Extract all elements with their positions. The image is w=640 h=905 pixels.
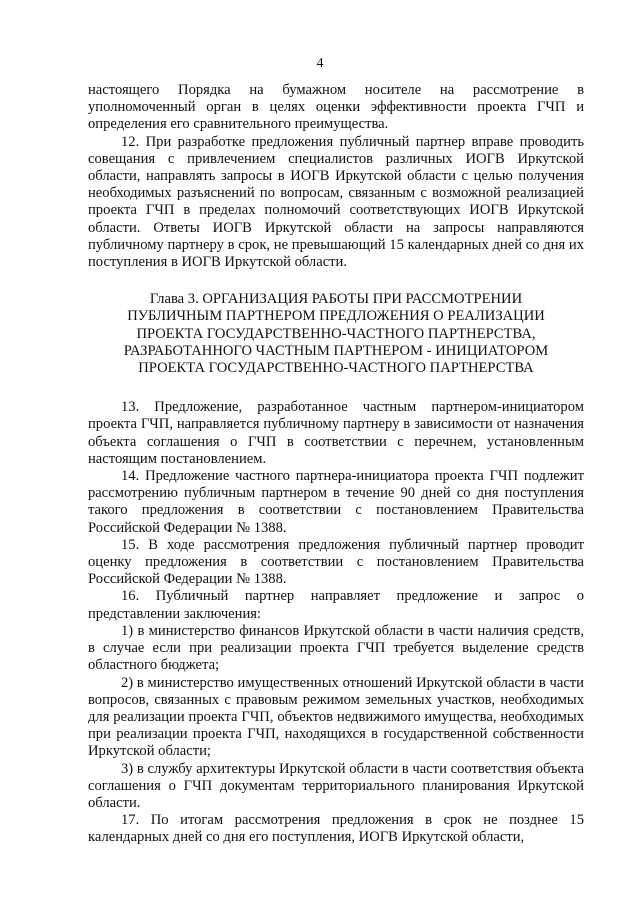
paragraph-17: 17. По итогам рассмотрения предложения в срок не позднее 15 календарных дней со дня его поступления, ИОГВ Иркутской области, xyxy=(88,812,584,846)
paragraph-16: 16. Публичный партнер направляет предложение и запрос о представлении заключения: xyxy=(88,588,584,622)
page-number: 4 xyxy=(316,56,324,71)
chapter-heading-line: ПУБЛИЧНЫМ ПАРТНЕРОМ ПРЕДЛОЖЕНИЯ О РЕАЛИЗАЦИИ xyxy=(127,308,545,325)
paragraph-continuation: настоящего Порядка на бумажном носителе на рассмотрение в уполномоченный орган в целях оценки эффективности проекта ГЧП и определения его сравнительного преимущества. xyxy=(88,82,584,133)
document-body xyxy=(88,82,584,847)
list-item-2: 2) в министерство имущественных отношений Иркутской области в части вопросов, связанных с правовым режимом земельных участков, необходимых для реализации проекта ГЧП, объектов недвижимого имущества, необходимых при реализации проекта ГЧП, находящихся в государственной собственности Иркутской области; xyxy=(88,674,584,760)
chapter-heading-line: ПРОЕКТА ГОСУДАРСТВЕННО-ЧАСТНОГО ПАРТНЕРСТВА, xyxy=(136,325,536,342)
chapter-heading xyxy=(88,291,584,377)
chapter-heading-line: Глава 3. ОРГАНИЗАЦИЯ РАБОТЫ ПРИ РАССМОТРЕНИИ xyxy=(149,291,523,308)
chapter-heading-line: РАЗРАБОТАННОГО ЧАСТНЫМ ПАРТНЕРОМ - ИНИЦИАТОРОМ xyxy=(123,342,549,359)
paragraph-12: 12. При разработке предложения публичный партнер вправе проводить совещания с привлечением специалистов различных ИОГВ Иркутской области, направлять запросы в ИОГВ Иркутской области с целью получения необходимых разъяснений по вопросам, связанным с возможной реализацией проекта ГЧП в пределах полномочий соответствующих ИОГВ Иркутской области. Ответы ИОГВ Иркутской области на запросы направляются публичному партнеру в срок, не превышающий 15 календарных дней со дня их поступления в ИОГВ Иркутской области. xyxy=(88,133,584,271)
paragraph-14: 14. Предложение частного партнера-инициатора проекта ГЧП подлежит рассмотрению публичным партнером в течение 90 дней со дня поступления такого предложения в соответствии с постановлением Правительства Российской Федерации № 1388. xyxy=(88,468,584,536)
chapter-heading-line: ПРОЕКТА ГОСУДАРСТВЕННО-ЧАСТНОГО ПАРТНЕРСТВА xyxy=(138,360,534,377)
paragraph-13: 13. Предложение, разработанное частным партнером-инициатором проекта ГЧП, направляется публичному партнеру в зависимости от назначения объекта соглашения о ГЧП в соответствии с перечнем, установленным настоящим постановлением. xyxy=(88,399,584,467)
list-item-1: 1) в министерство финансов Иркутской области в части наличия средств, в случае если при реализации проекта ГЧП требуется выделение средств областного бюджета; xyxy=(88,622,584,674)
paragraph-15: 15. В ходе рассмотрения предложения публичный партнер проводит оценку предложения в соответствии с постановлением Правительства Российской Федерации № 1388. xyxy=(88,536,584,588)
list-item-3: 3) в службу архитектуры Иркутской области в части соответствия объекта соглашения о ГЧП документам территориального планирования Иркутской области. xyxy=(88,760,584,811)
